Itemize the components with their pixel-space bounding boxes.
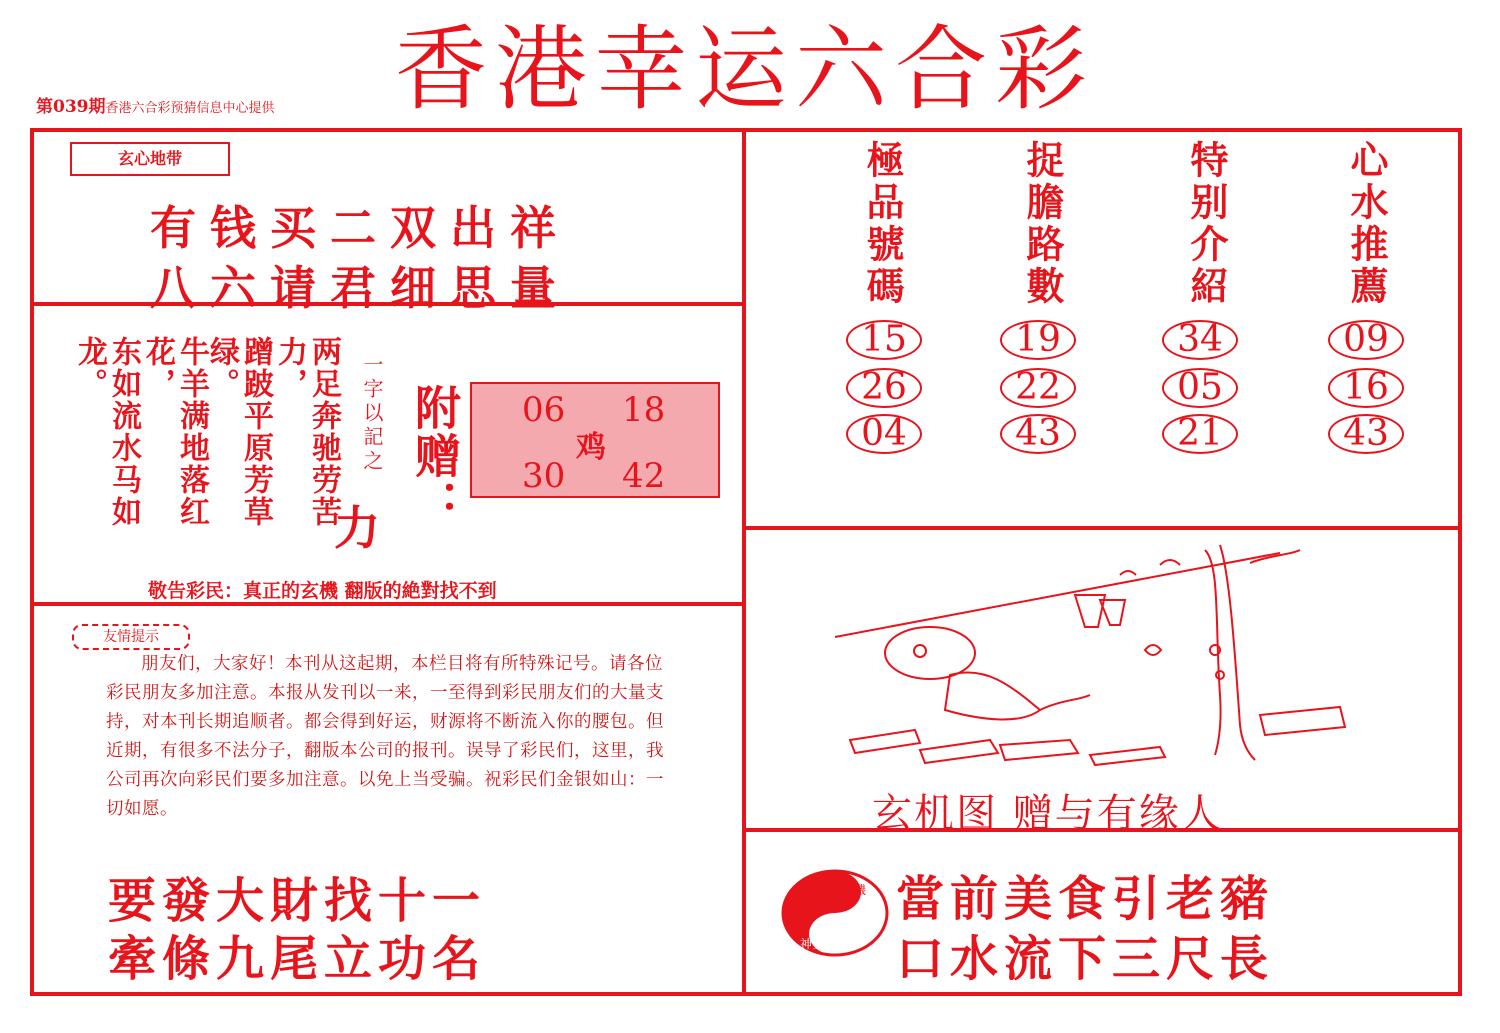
fish-body [945, 672, 1040, 719]
section-badge: 玄心地带 [70, 142, 230, 176]
poem2-answer: 力 [334, 501, 380, 555]
numbers-column-title: 捉膽路數 [1020, 140, 1064, 308]
seal-top-text: 玄機 [842, 883, 867, 897]
fish-head [885, 627, 975, 679]
issue-line [36, 92, 275, 117]
poem1-line2: 八六请君细思量 [150, 261, 570, 315]
poem4-line1: 當前美食引老豬 [896, 871, 1275, 927]
poem2-column-3: 牛羊满地落红花， [140, 336, 209, 528]
seal-bottom-text: 神签 [800, 937, 825, 951]
gift-label: 附赠： [408, 384, 462, 528]
poem2-hint: 一字以記之 [360, 354, 384, 474]
numbers-column-title: 心水推薦 [1344, 140, 1388, 308]
notice-tag: 友情提示 [72, 624, 190, 650]
center-divider [742, 128, 746, 996]
mystic-caption: 玄机图 赠与有缘人 [872, 791, 1223, 837]
right-divider-1 [744, 526, 1462, 530]
poem1-line1: 有钱买二双出祥 [150, 201, 570, 255]
number-circle: 19 [1000, 320, 1076, 360]
number-circle: 34 [1162, 320, 1238, 360]
number-circle: 22 [1000, 368, 1076, 408]
numbers-column-title: 極品號碼 [860, 140, 904, 308]
number-circle: 16 [1328, 368, 1404, 408]
gift-number: 06 [522, 390, 566, 430]
pole-line [835, 553, 1280, 637]
warning-text: 敬告彩民：真正的玄機 翻版的絶對找不到 [148, 580, 497, 602]
book [1260, 707, 1345, 735]
gift-animal: 鸡 [576, 430, 606, 465]
number-circle: 09 [1328, 320, 1404, 360]
number-circle: 26 [846, 368, 922, 408]
provider-text: 香港六合彩预猜信息中心提供 [105, 101, 275, 116]
yin-yang-seal [780, 868, 890, 958]
gift-box [470, 382, 720, 498]
gift-number: 18 [622, 390, 666, 430]
poem2-column-4: 东如流水马如龙。 [72, 336, 141, 528]
numbers-column-title: 特别介紹 [1184, 140, 1228, 308]
gift-number: 42 [622, 456, 666, 496]
number-circle: 43 [1328, 414, 1404, 454]
notice-text [106, 650, 676, 824]
number-circle: 21 [1162, 414, 1238, 454]
poem3-line2: 牽條九尾立功名 [108, 931, 487, 987]
tree-trunk-right [1220, 545, 1255, 760]
poem2-column-1: 两足奔驰劳苦力， [272, 336, 341, 528]
number-circle: 43 [1000, 414, 1076, 454]
number-circle: 05 [1162, 368, 1238, 408]
gift-number: 30 [522, 456, 566, 496]
poem3-line1: 要發大財找十一 [108, 873, 487, 929]
poem4-line2: 口水流下三尺長 [896, 931, 1275, 987]
number-circle: 15 [846, 320, 922, 360]
number-circle: 04 [846, 414, 922, 454]
poem2-column-2: 蹭跛平原芳草绿。 [204, 336, 273, 528]
issue-number: 第039期 [36, 97, 106, 117]
mystic-illustration [820, 535, 1420, 770]
page-title: 香港幸运六合彩 [395, 16, 1096, 123]
notice-paragraph: 朋友们，大家好！本刊从这起期，本栏目将有所特殊记号。请各位彩民朋友多加注意。本报从发刊以一来，一至得到彩民朋友们的大量支持，对本刊长期追顺者。都会得到好运，财源将不断流入你的腰包。但近期，有很多不法分子，翻版本公司的报刊。误导了彩民们，这里，我公司再次向彩民们要多加注意。以免上当受骗。祝彩民们金银如山：一切如愿。 [106, 654, 664, 819]
